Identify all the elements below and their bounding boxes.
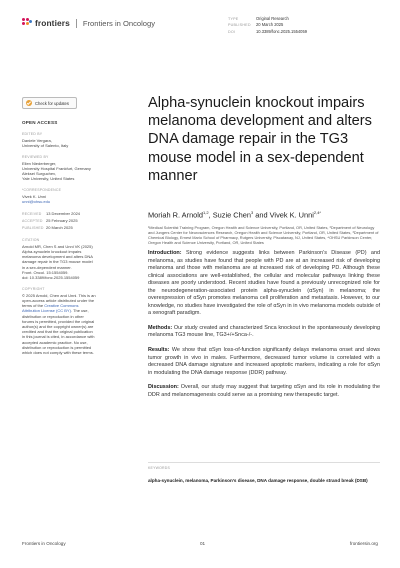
page-header	[22, 16, 378, 56]
check-icon	[26, 100, 32, 106]
frontiers-logo-icon	[22, 18, 32, 28]
author-list: Moriah R. Arnold$^{1,2}$, Suzie Chen$^3$ and Vivek K. Unni$^{2,4*}$	[148, 210, 321, 220]
abstract-introduction: Introduction: Strong evidence suggests links between Parkinson’s Disease (PD) and melanoma, as studies have found that people with PD are at an increased risk of developing melanoma and those with melanoma are at increased risk of developing PD. Although these clinical associations are well-established, the cellular and molecular pathways linking these diseases are poorly understood. Recent studies have found a previously unrecognized role for the neurodegeneration-associated protein alpha-synuclein (αSyn) in melanoma; the overexpression of αSyn promotes melanoma cell proliferation and metastasis. However, to our knowledge, no studies have investigated the role of αSyn in in vivo melanoma models outside of a xenograft paradigm.	[148, 250, 380, 317]
cc-by-license-link[interactable]: Creative Commons Attribution License (CC BY)	[22, 303, 79, 314]
open-access-label: OPEN ACCESS	[22, 120, 58, 125]
publisher-name: frontiers	[35, 18, 70, 28]
reviewed-by: REVIEWED BY Ellen Niederberger, University Hospital Frankfurt, Germany Aleksei Surguchev, Yale University, United States	[22, 155, 91, 182]
footer-site-link[interactable]: frontiersin.org	[349, 541, 378, 546]
brand-divider	[76, 19, 77, 28]
author-name[interactable]: Moriah R. Arnold	[148, 210, 204, 220]
keywords: alpha-synuclein, melanoma, Parkinson’s disease, DNA damage response, double strand break (DSB)	[148, 478, 368, 483]
correspondence: *CORRESPONDENCE Vivek K. Unni unni@ohsu.edu	[22, 188, 96, 204]
keywords-label: KEYWORDS	[148, 466, 171, 470]
abstract	[148, 250, 380, 406]
meta-type: TYPE Original Research	[228, 16, 289, 21]
check-for-updates-button[interactable]	[22, 97, 77, 109]
dates: RECEIVED 13 December 2024 ACCEPTED 25 February 2025 PUBLISHED 20 March 2025	[22, 211, 81, 230]
journal-name: Frontiers in Oncology	[82, 18, 156, 28]
footer-journal: Frontiers in Oncology	[22, 541, 66, 546]
edited-by: EDITED BY Daniele Vergara, University of Salento, Italy	[22, 132, 69, 148]
page-number: 01	[200, 541, 206, 546]
abstract-methods: Methods: Our study created and characterized Snca knockout in the spontaneously developing melanoma TG3 mouse line, TG3+/+Snca-/-.	[148, 324, 381, 339]
meta-published: PUBLISHED 20 March 2025	[228, 22, 284, 28]
author-name[interactable]: Suzie Chen	[212, 210, 251, 220]
meta-doi[interactable]: DOI 10.3389/fonc.2025.1554059	[228, 28, 307, 34]
affiliations: ¹Medical Scientist Training Program, Oregon Health and Science University, Portland, OR, United States, ²Department of Neurology and Jungers Center for Neurosciences Research, Oregon Health and Science University, Portland, OR, United States, ³Department of Chemical Biology, Ernest Mario School of Pharmacy, Rutgers University, Piscataway, NJ, United States, ⁴OHSU Parkinson Center, Oregon Health and Science University, Portland, OR, United States	[148, 225, 379, 246]
keywords-divider	[148, 462, 380, 463]
citation: CITATION Arnold MR, Chen S and Unni VK (2025) Alpha-synuclein knockout impairs melanoma development and alters DNA damage repair in the TG3 mouse model in a sex-dependent manner. Front. Oncol. 15:1554059. doi: 10.3389/fonc.2025.1554059	[22, 238, 93, 280]
abstract-results: Results: We show that αSyn loss-of-function significantly delays melanoma onset and slows tumor growth in vivo in males. Furthermore, decreased tumor volume is correlated with a decreased DNA damage signature and increased apoptotic markers, indicating a role for αSyn in modulating the DNA damage response (DDR) pathway.	[148, 347, 381, 376]
article-title: Alpha-synuclein knockout impairs melanoma development and alters DNA damage repair in the TG3 mouse model in a sex-dependent manner	[148, 95, 372, 184]
article-sidebar	[22, 97, 96, 355]
author-name[interactable]: Vivek K. Unni	[269, 210, 314, 220]
copyright: COPYRIGHT © 2025 Arnold, Chen and Unni. This is an open-access article distributed under the terms of the Creative Commons Attribution License (CC BY). The use, distribution or reproduction in other forums is permitted, provided the original author(s) and the copyright owner(s) are credited and that the original publication in this journal is cited, in accordance with accepted academic practice. No use, distribution or reproduction is permitted which does not comply with these terms.	[22, 287, 96, 356]
publisher-brand[interactable]	[22, 18, 155, 28]
correspondence-email-link[interactable]: unni@ohsu.edu	[22, 199, 51, 205]
abstract-discussion: Discussion: Overall, our study may suggest that targeting αSyn and its role in modulating the DDR and melanomagenesis could serve as a promising new therapeutic target.	[148, 384, 380, 398]
check-for-updates-label: Check for updates	[35, 100, 69, 106]
article-meta	[228, 16, 378, 35]
